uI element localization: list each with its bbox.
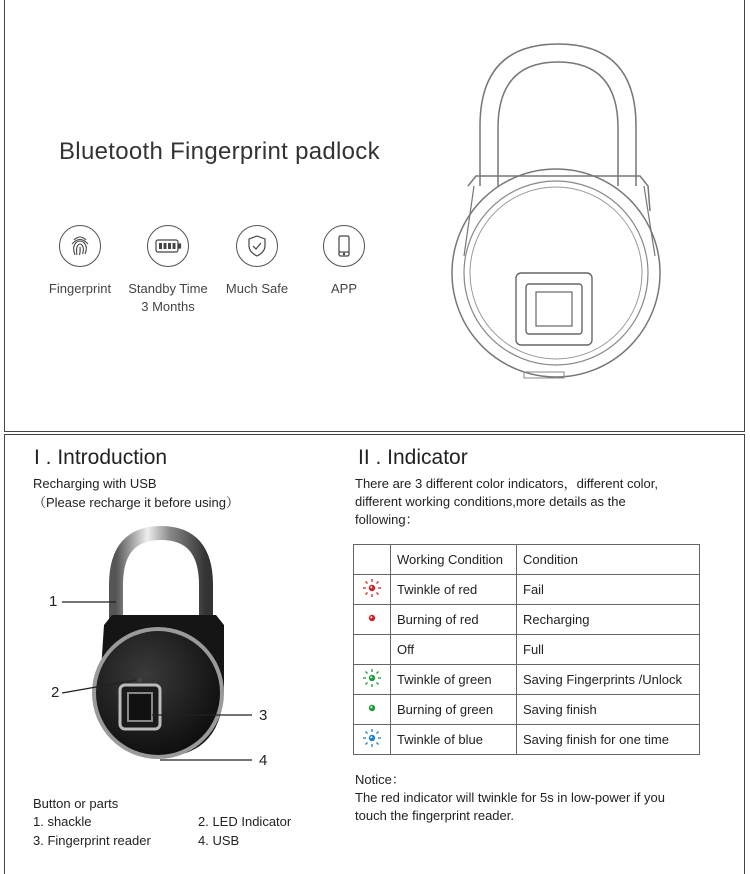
table-cell: Off — [391, 635, 517, 665]
padlock-photo-illustration — [20, 525, 300, 775]
table-row — [354, 575, 700, 605]
table-cell: Saving Fingerprints /Unlock — [517, 665, 700, 695]
feature-label: Fingerprint — [48, 281, 112, 296]
fingerprint-icon — [59, 225, 101, 267]
feature-label-line2: 3 Months — [141, 299, 195, 314]
table-header-row — [354, 545, 700, 575]
table-cell: Recharging — [517, 605, 700, 635]
part-item: 3. Fingerprint reader — [33, 833, 151, 848]
red-led-twinkle-icon — [362, 578, 382, 601]
table-cell: Burning of red — [391, 605, 517, 635]
led-icon-cell — [354, 605, 391, 635]
padlock-outline-illustration — [450, 36, 670, 396]
indicator-desc-2: different working conditions,more details as the — [355, 494, 626, 509]
notice-title: Notice： — [355, 772, 405, 787]
led-icon-cell — [354, 725, 391, 755]
notice-line-2: touch the fingerprint reader. — [355, 808, 514, 823]
led-icon-cell — [354, 665, 391, 695]
feature-app — [289, 225, 399, 298]
led-icon-cell — [354, 575, 391, 605]
led-icon-cell — [354, 635, 391, 665]
battery-icon — [147, 225, 189, 267]
shield-check-icon — [236, 225, 278, 267]
part-item: 4. USB — [198, 833, 240, 848]
callout-1: 1 — [49, 593, 58, 610]
callout-3: 3 — [259, 707, 268, 724]
table-cell: Fail — [517, 575, 700, 605]
callout-2: 2 — [51, 684, 60, 701]
table-cell: Twinkle of red — [391, 575, 517, 605]
table-cell: Burning of green — [391, 695, 517, 725]
indicator-desc-1: There are 3 different color indicators，different color, — [355, 476, 659, 491]
table-header-cell: Working Condition — [391, 545, 517, 575]
table-cell: Twinkle of green — [391, 665, 517, 695]
blue-led-twinkle-icon — [362, 728, 382, 751]
part-item: 1. shackle — [33, 814, 92, 829]
led-icon-cell — [354, 695, 391, 725]
table-row — [354, 695, 700, 725]
indicator-desc-3: following： — [355, 512, 419, 527]
intro-line-2: （Please recharge it before using） — [33, 495, 239, 510]
smartphone-icon — [323, 225, 365, 267]
feature-label: Much Safe — [225, 281, 289, 296]
table-cell: Saving finish for one time — [517, 725, 700, 755]
parts-heading: Button or parts — [33, 796, 119, 811]
green-led-burning-icon — [362, 698, 382, 721]
green-led-twinkle-icon — [362, 668, 382, 691]
indicator-title: II . Indicator — [358, 446, 468, 469]
feature-label-line1: Standby Time — [128, 281, 208, 296]
red-led-burning-icon — [362, 608, 382, 631]
indicator-table — [353, 544, 700, 755]
callout-4: 4 — [259, 752, 268, 769]
notice-line-1: The red indicator will twinkle for 5s in low-power if you — [355, 790, 665, 805]
table-cell: Saving finish — [517, 695, 700, 725]
intro-line-1: Recharging with USB — [33, 476, 157, 491]
feature-label: APP — [330, 281, 357, 296]
table-row — [354, 725, 700, 755]
introduction-title: I . Introduction — [34, 446, 168, 469]
table-header-cell — [354, 545, 391, 575]
table-row — [354, 635, 700, 665]
table-cell: Twinkle of blue — [391, 725, 517, 755]
table-header-cell: Condition — [517, 545, 700, 575]
product-title: Bluetooth Fingerprint padlock — [59, 138, 380, 165]
table-row — [354, 605, 700, 635]
part-item: 2. LED Indicator — [198, 814, 292, 829]
table-cell: Full — [517, 635, 700, 665]
table-row — [354, 665, 700, 695]
